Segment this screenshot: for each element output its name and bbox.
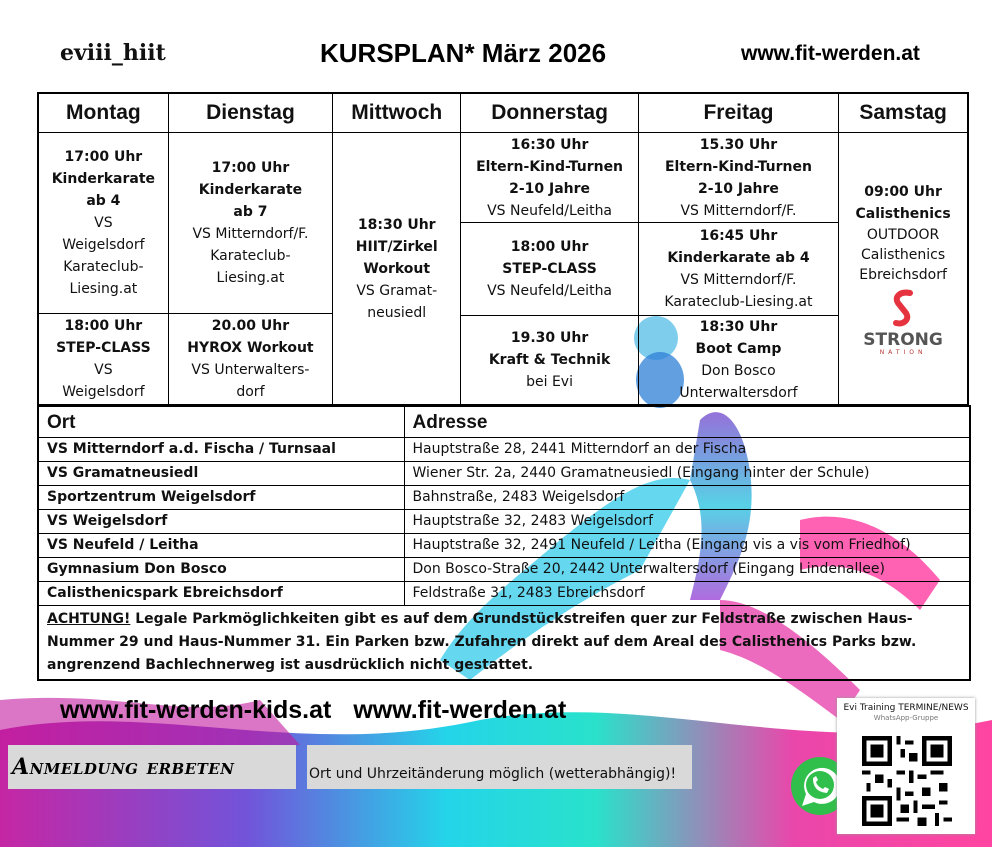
note-label: ACHTUNG! xyxy=(47,611,131,627)
parking-note-row xyxy=(38,606,970,681)
parking-note xyxy=(38,606,970,681)
location-name: VS Gramatneusiedl xyxy=(38,462,404,486)
logo-subtext: NATION xyxy=(879,348,927,356)
class-cell-freitag-1 xyxy=(638,133,838,223)
class-name: Eltern-Kind-Turnen xyxy=(476,158,624,175)
class-time: 17:00 Uhr xyxy=(211,160,290,176)
location-address: Hauptstraße 32, 2491 Neufeld / Leitha (Eingang vis a vis vom Friedhof) xyxy=(404,534,970,558)
qr-title: Evi Training TERMINE/NEWS xyxy=(843,703,969,713)
class-location: VS Mitterndorf/F. xyxy=(680,202,797,219)
day-header: Samstag xyxy=(839,93,968,133)
class-time: 09:00 Uhr xyxy=(864,183,942,200)
class-time: 17:00 Uhr xyxy=(64,149,143,165)
class-location: Karateclub- xyxy=(63,259,144,275)
class-location: dorf xyxy=(236,384,265,400)
class-time: 15.30 Uhr xyxy=(699,136,778,153)
class-name: Eltern-Kind-Turnen xyxy=(664,158,812,175)
class-cell-freitag-3 xyxy=(638,316,838,406)
signup-notice: Anmeldung erbeten xyxy=(8,745,296,789)
class-time: 16:45 Uhr xyxy=(699,228,778,244)
website-link-footer[interactable]: www.fit-werden.at xyxy=(353,696,567,724)
kids-website-link[interactable]: www.fit-werden-kids.at xyxy=(60,696,332,724)
location-address: Don Bosco-Straße 20, 2442 Unterwaltersdorf (Eingang Lindenallee) xyxy=(404,558,970,582)
class-location: VS Mitterndorf/F. xyxy=(680,272,797,288)
class-name: ab 4 xyxy=(86,193,121,209)
qr-code-icon[interactable] xyxy=(862,736,952,826)
class-time: 18:30 Uhr xyxy=(357,216,436,233)
class-location: VS xyxy=(94,215,113,231)
class-location: VS Unterwalters- xyxy=(191,362,310,378)
class-cell-dienstag-2 xyxy=(168,314,332,406)
class-name: ab 7 xyxy=(233,204,268,220)
class-name: 2-10 Jahre xyxy=(509,180,591,197)
table-row xyxy=(38,558,970,582)
table-row xyxy=(38,486,970,510)
location-name: VS Neufeld / Leitha xyxy=(38,534,404,558)
class-name: Kinderkarate xyxy=(51,171,156,187)
class-location: bei Evi xyxy=(526,374,573,390)
location-name: Sportzentrum Weigelsdorf xyxy=(38,486,404,510)
qr-subtitle: WhatsApp-Gruppe xyxy=(873,714,939,722)
class-location: VS Neufeld/Leitha xyxy=(487,283,613,299)
class-name: HIIT/Zirkel xyxy=(355,238,438,255)
class-name: 2-10 Jahre xyxy=(697,180,779,197)
class-name: HYROX Workout xyxy=(187,340,314,356)
class-location: VS Gramat- xyxy=(356,282,438,299)
location-name: VS Mitterndorf a.d. Fischa / Turnsaal xyxy=(38,438,404,462)
location-address: Hauptstraße 28, 2441 Mitterndorf an der Fischa xyxy=(404,438,970,462)
website-link[interactable]: www.fit-werden.at xyxy=(741,42,920,65)
location-name: Calisthenicspark Ebreichsdorf xyxy=(38,582,404,606)
class-location: OUTDOOR xyxy=(866,226,940,243)
day-header: Freitag xyxy=(638,93,838,133)
location-address: Bahnstraße, 2483 Weigelsdorf xyxy=(404,486,970,510)
location-name: VS Weigelsdorf xyxy=(38,510,404,534)
qr-card[interactable] xyxy=(837,698,975,834)
class-location: Ebreichsdorf xyxy=(859,266,947,283)
strong-nation-logo-icon xyxy=(888,289,918,331)
page-title: KURSPLAN* März 2026 xyxy=(320,38,607,68)
class-location: VS Neufeld/Leitha xyxy=(487,202,613,219)
class-name: Kinderkarate ab 4 xyxy=(667,250,810,266)
address-header-row xyxy=(38,406,970,438)
day-header: Dienstag xyxy=(168,93,332,133)
day-header: Mittwoch xyxy=(333,93,461,133)
class-cell-freitag-2 xyxy=(638,223,838,316)
class-location: Weigelsdorf xyxy=(62,237,145,253)
table-row xyxy=(38,582,970,606)
location-name: Gymnasium Don Bosco xyxy=(38,558,404,582)
class-time: 18:30 Uhr xyxy=(699,319,778,335)
schedule-table xyxy=(37,92,969,406)
class-time: 18:00 Uhr xyxy=(64,318,143,334)
class-time: 16:30 Uhr xyxy=(510,136,589,153)
class-location: VS xyxy=(94,362,113,378)
location-address: Hauptstraße 32, 2483 Weigelsdorf xyxy=(404,510,970,534)
class-location: Don Bosco xyxy=(701,363,776,379)
schedule-header-row xyxy=(38,93,968,133)
table-row xyxy=(38,462,970,486)
note-text: Legale Parkmöglichkeiten gibt es auf dem Grundstückstreifen quer zur Feldstraße zwischen Haus-Nummer 29 und Haus-Nummer 31. Ein Parken bzw. Zufahren direkt auf dem Areal des Calisthenics Parks bzw. angrenzend Bachlechnerweg ist ausdrücklich nicht gestattet. xyxy=(47,611,917,673)
column-header: Ort xyxy=(38,406,404,438)
class-name: Kraft & Technik xyxy=(488,352,611,368)
class-name: Workout xyxy=(363,260,431,277)
class-location: neusiedl xyxy=(367,304,427,321)
class-time: 18:00 Uhr xyxy=(510,239,589,255)
table-row xyxy=(38,438,970,462)
class-cell-samstag-1 xyxy=(839,133,968,406)
brand-name: eviii_hiit xyxy=(60,40,166,66)
class-location: Karateclub- xyxy=(210,248,291,264)
page-header xyxy=(0,36,992,72)
class-location: VS Mitterndorf/F. xyxy=(192,226,309,242)
class-location: Karateclub-Liesing.at xyxy=(664,294,813,310)
class-location: Liesing.at xyxy=(69,281,138,297)
class-location: Weigelsdorf xyxy=(62,384,145,400)
class-cell-montag-2 xyxy=(38,314,168,406)
column-header: Adresse xyxy=(404,406,970,438)
table-row xyxy=(38,510,970,534)
class-name: Boot Camp xyxy=(695,341,782,357)
footer-websites xyxy=(60,696,588,725)
class-time: 20.00 Uhr xyxy=(211,318,290,334)
class-time: 19.30 Uhr xyxy=(510,330,589,346)
address-table xyxy=(37,405,971,681)
class-location: Calisthenics xyxy=(861,246,946,263)
class-cell-donnerstag-2 xyxy=(461,223,638,316)
class-name: Calisthenics xyxy=(855,205,951,222)
table-row xyxy=(38,534,970,558)
location-address: Feldstraße 31, 2483 Ebreichsdorf xyxy=(404,582,970,606)
class-location: Liesing.at xyxy=(216,270,285,286)
class-cell-donnerstag-3 xyxy=(461,316,638,406)
class-cell-donnerstag-1 xyxy=(461,133,638,223)
class-cell-dienstag-1 xyxy=(168,133,332,314)
day-header: Montag xyxy=(38,93,168,133)
class-name: STEP-CLASS xyxy=(502,261,597,277)
location-address: Wiener Str. 2a, 2440 Gramatneusiedl (Eingang hinter der Schule) xyxy=(404,462,970,486)
class-cell-montag-1 xyxy=(38,133,168,314)
class-location: Unterwaltersdorf xyxy=(679,385,798,401)
day-header: Donnerstag xyxy=(461,93,638,133)
class-cell-mittwoch-1 xyxy=(333,133,461,406)
class-name: Kinderkarate xyxy=(198,182,303,198)
logo-text: STRONG xyxy=(863,329,943,350)
class-name: STEP-CLASS xyxy=(56,340,151,356)
changes-notice: Ort und Uhrzeitänderung möglich (wetterabhängig)! xyxy=(307,745,692,789)
